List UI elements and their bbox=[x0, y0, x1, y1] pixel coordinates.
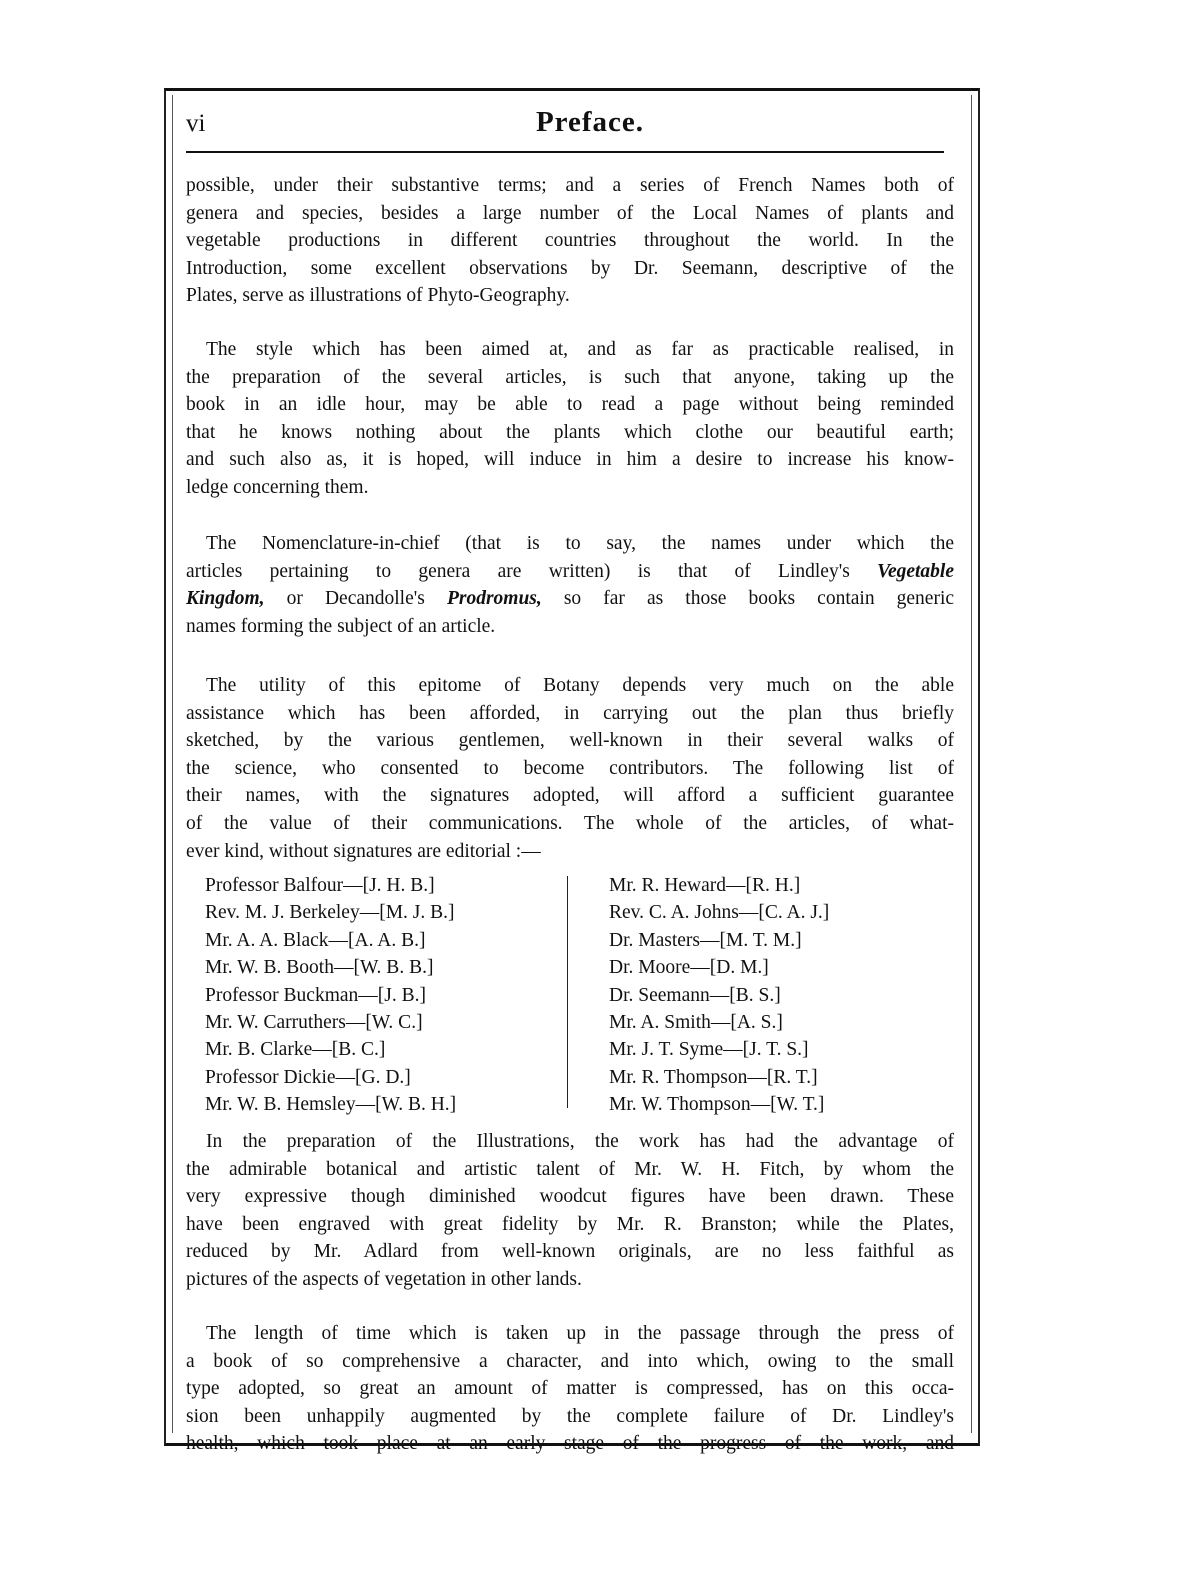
paragraph-4 bbox=[186, 672, 954, 865]
contributor-entry: Mr. R. Thompson—[R. T.] bbox=[609, 1066, 818, 1088]
paragraph-1 bbox=[186, 172, 954, 310]
contributor-entry: Dr. Masters—[M. T. M.] bbox=[609, 929, 802, 951]
contributor-entry: Mr. W. Carruthers—[W. C.] bbox=[205, 1012, 423, 1034]
text-line: health, which took place at an early stage of the progress of the work, and bbox=[186, 1433, 954, 1455]
paragraph-5 bbox=[186, 1128, 954, 1294]
contributor-entry: Mr. R. Heward—[R. H.] bbox=[609, 875, 801, 896]
text-line: a book of so comprehensive a character, and into which, owing to the small bbox=[186, 1350, 954, 1372]
book-title: Kingdom, bbox=[186, 588, 265, 610]
contributor-entry: Professor Buckman—[J. B.] bbox=[205, 984, 426, 1006]
column-divider bbox=[567, 876, 568, 1108]
contributor-entry: Professor Balfour—[J. H. B.] bbox=[205, 875, 435, 896]
text-line: possible, under their substantive terms; and a series of French Names both of bbox=[186, 175, 954, 196]
text-line: have been engraved with great fidelity by Mr. R. Branston; while the Plates, bbox=[186, 1213, 954, 1235]
text-line bbox=[186, 558, 954, 586]
text-line: genera and species, besides a large number of the Local Names of plants and bbox=[186, 202, 954, 224]
contributor-entry: Rev. M. J. Berkeley—[M. J. B.] bbox=[205, 902, 455, 924]
text-line: sketched, by the various gentlemen, well-known in their several walks of bbox=[186, 730, 954, 752]
text-line: that he knows nothing about the plants which clothe our beautiful earth; bbox=[186, 421, 954, 443]
text-line: the admirable botanical and artistic talent of Mr. W. H. Fitch, by whom the bbox=[186, 1158, 954, 1180]
text-line: type adopted, so great an amount of matter is compressed, has on this occa- bbox=[186, 1378, 954, 1400]
text-line: book in an idle hour, may be able to read a page without being reminded bbox=[186, 394, 954, 416]
contributor-entry: Mr. A. Smith—[A. S.] bbox=[609, 1012, 783, 1034]
contributors-column-right bbox=[609, 872, 829, 1119]
contributor-entry: Dr. Moore—[D. M.] bbox=[609, 957, 769, 979]
text-line: and such also as, it is hoped, will induce in him a desire to increase his know- bbox=[186, 449, 954, 471]
text-line: the preparation of the several articles, is such that anyone, taking up the bbox=[186, 366, 954, 388]
contributor-entry: Mr. J. T. Syme—[J. T. S.] bbox=[609, 1039, 809, 1061]
text-line: Introduction, some excellent observations by Dr. Seemann, descriptive of the bbox=[186, 257, 954, 279]
text-line: assistance which has been afforded, in carrying out the plan thus briefly bbox=[186, 702, 954, 724]
text-line: The Nomenclature-in-chief (that is to say, the names under which the bbox=[206, 533, 954, 554]
paragraph-6 bbox=[186, 1320, 954, 1458]
contributor-entry: Mr. W. B. Booth—[W. B. B.] bbox=[205, 957, 434, 979]
text-line: the science, who consented to become contributors. The following list of bbox=[186, 757, 954, 779]
text-line: names forming the subject of an article. bbox=[186, 615, 496, 637]
text-line: of the value of their communications. The whole of the articles, of what- bbox=[186, 812, 954, 834]
text-segment: so far as those books contain generic bbox=[563, 588, 955, 610]
text-line: very expressive though diminished woodcut figures have been drawn. These bbox=[186, 1186, 954, 1208]
text-line: The length of time which is taken up in the passage through the press of bbox=[206, 1323, 954, 1344]
paragraph-2 bbox=[186, 336, 954, 502]
text-line: ever kind, without signatures are editorial :— bbox=[186, 840, 541, 862]
text-line: In the preparation of the Illustrations, the work has had the advantage of bbox=[206, 1131, 954, 1152]
text-line: The style which has been aimed at, and as far as practicable realised, in bbox=[206, 339, 954, 360]
text-segment: articles pertaining to genera are written) is that of Lindley's bbox=[186, 560, 850, 582]
text-line: pictures of the aspects of vegetation in other lands. bbox=[186, 1268, 582, 1290]
text-line: Plates, serve as illustrations of Phyto-Geography. bbox=[186, 285, 570, 307]
book-title: Vegetable bbox=[877, 560, 955, 582]
contributor-entry: Dr. Seemann—[B. S.] bbox=[609, 984, 781, 1006]
text-line: The utility of this epitome of Botany depends very much on the able bbox=[206, 675, 954, 696]
text-line: reduced by Mr. Adlard from well-known originals, are no less faithful as bbox=[186, 1241, 954, 1263]
contributor-entry: Professor Dickie—[G. D.] bbox=[205, 1066, 411, 1088]
book-title: Prodromus, bbox=[446, 588, 542, 610]
text-line: sion been unhappily augmented by the complete failure of Dr. Lindley's bbox=[186, 1405, 954, 1427]
text-line: their names, with the signatures adopted, will afford a sufficient guarantee bbox=[186, 785, 954, 807]
contributor-entry: Mr. B. Clarke—[B. C.] bbox=[205, 1039, 386, 1061]
text-line bbox=[186, 585, 954, 613]
text-line: vegetable productions in different countries throughout the world. In the bbox=[186, 230, 954, 252]
contributor-entry: Mr. W. B. Hemsley—[W. B. H.] bbox=[205, 1094, 457, 1116]
text-segment: or Decandolle's bbox=[286, 588, 425, 610]
header-rule bbox=[186, 151, 944, 153]
running-head-title: Preface. bbox=[535, 106, 645, 138]
contributor-entry: Mr. A. A. Black—[A. A. B.] bbox=[205, 929, 426, 951]
contributor-entry: Rev. C. A. Johns—[C. A. J.] bbox=[609, 902, 830, 924]
contributors-column-left bbox=[205, 872, 456, 1119]
page-number: vi bbox=[186, 110, 206, 137]
contributor-entry: Mr. W. Thompson—[W. T.] bbox=[609, 1094, 825, 1116]
paragraph-3 bbox=[186, 530, 954, 640]
text-line: ledge concerning them. bbox=[186, 476, 369, 498]
contributors-list bbox=[205, 872, 945, 1118]
